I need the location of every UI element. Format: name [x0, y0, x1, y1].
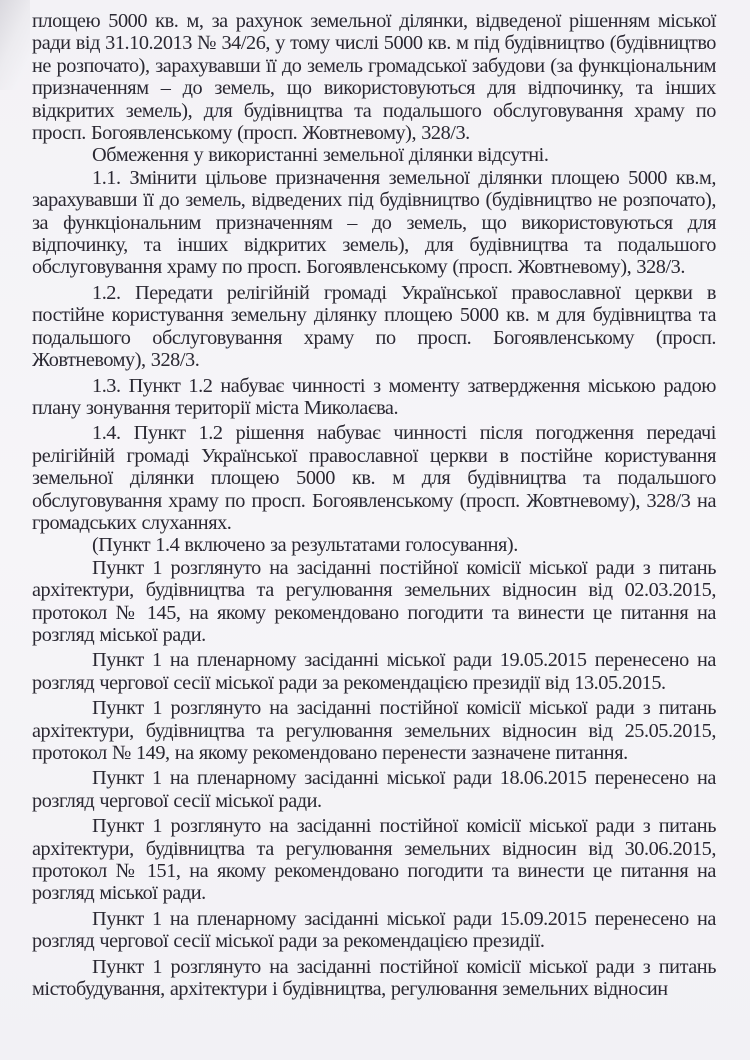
paragraph-1-4: 1.4. Пункт 1.2 рішення набуває чинності після погодження передачі релігійній громаді Української православної церкви в постійне користування земельної ділянки площею 5000 кв. м для будівництва та подальшого обслуговування храму по просп. Богоявленському (просп. Жовтневому), 328/3 на громадських слуханнях. [32, 422, 716, 534]
paragraph-commission-25-05-2015: Пункт 1 розглянуто на засіданні постійної комісії міської ради з питань архітектури, будівництва та регулювання земельних відносин від 25.05.2015, протокол № 149, на якому рекомендовано перенести зазначене питання. [32, 697, 716, 764]
paragraph-plenary-19-05-2015: Пункт 1 на пленарному засіданні міської ради 19.05.2015 перенесено на розгляд чергової сесії міської ради за рекомендацією президії від 13.05.2015. [32, 649, 716, 694]
paragraph-continuation: площею 5000 кв. м, за рахунок земельної ділянки, відведеної рішенням міської ради від 31.10.2013 № 34/26, у тому числі 5000 кв. м під будівництво (будівництво не розпочато), зарахувавши її до земель громадської забудови (за функціональним призначенням – до земель, що використовуються для відпочинку, та інших відкритих земель), для будівництва та подальшого обслуговування храму по просп. Богоявленському (просп. Жовтневому), 328/3. [32, 10, 716, 145]
paragraph-1-3: 1.3. Пункт 1.2 набуває чинності з моменту затвердження міською радою плану зонування території міста Миколаєва. [32, 374, 716, 419]
paragraph-restrictions: Обмеження у використанні земельної ділянки відсутні. [92, 144, 549, 167]
document-body [32, 10, 716, 1000]
paragraph-plenary-18-06-2015: Пункт 1 на пленарному засіданні міської ради 18.06.2015 перенесено на розгляд чергової сесії міської ради. [32, 767, 716, 812]
paragraph-commission-final: Пункт 1 розглянуто на засіданні постійної комісії міської ради з питань містобудування, архітектури і будівництва, регулювання земельних відносин [32, 955, 716, 1001]
paragraph-1-1: 1.1. Змінити цільове призначення земельної ділянки площею 5000 кв.м, зарахувавши її до земель, відведених під будівництво (будівництво не розпочато), за функціональним призначенням – до земель, що використовуються для відпочинку, та інших відкритих земель), для будівництва та подальшого обслуговування храму по просп. Богоявленському (просп. Жовтневому), 328/3. [32, 166, 716, 279]
paragraph-1-2: 1.2. Передати релігійній громаді Української православної церкви в постійне користування земельну ділянку площею 5000 кв. м для будівництва та подальшого обслуговування храму по просп. Богоявленському (просп. Жовтневому), 328/3. [32, 281, 716, 372]
paragraph-plenary-15-09-2015: Пункт 1 на пленарному засіданні міської ради 15.09.2015 перенесено на розгляд чергової сесії міської ради за рекомендацією президії. [32, 907, 716, 953]
paragraph-commission-30-06-2015: Пункт 1 розглянуто на засіданні постійної комісії міської ради з питань архітектури, будівництва та регулювання земельних відносин від 30.06.2015, протокол № 151, на якому рекомендовано погодити та винести це питання на розгляд міської ради. [32, 815, 716, 905]
page-fold-shadow [0, 0, 30, 90]
paragraph-1-4-note: (Пункт 1.4 включено за результатами голосування). [92, 534, 518, 557]
paragraph-commission-02-03-2015: Пункт 1 розглянуто на засіданні постійної комісії міської ради з питань архітектури, будівництва та регулювання земельних відносин від 02.03.2015, протокол № 145, на якому рекомендовано погодити та винести це питання на розгляд міської ради. [32, 556, 716, 646]
